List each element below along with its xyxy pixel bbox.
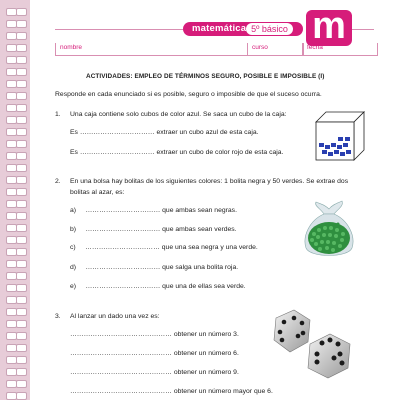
q3-item-4	[70, 388, 273, 395]
grade-label: 5º básico	[246, 23, 293, 35]
blue-cubes-box-icon	[314, 110, 366, 162]
binder-strip	[0, 0, 30, 400]
q2-item-blank[interactable]: ……………………………	[85, 226, 161, 233]
q1-line2-prefix: Es	[70, 149, 78, 156]
q2-item-letter: b)	[70, 226, 77, 233]
q1-line1	[70, 129, 259, 136]
q2-item-letter: c)	[70, 244, 76, 251]
q2-item-c	[70, 244, 258, 251]
dice-icon	[270, 308, 356, 380]
course-field-label: curso	[252, 44, 268, 51]
q3-item-3	[70, 369, 239, 376]
date-field-label: fecha	[307, 44, 323, 51]
q2-item-d	[70, 264, 238, 271]
q2-item-blank[interactable]: ……………………………	[85, 264, 161, 271]
q3-text: Al lanzar un dado una vez es:	[70, 313, 160, 320]
subject-label: matemática	[192, 23, 247, 34]
q2-item-blank[interactable]: ……………………………	[85, 244, 160, 251]
q2-item-blank[interactable]: ……………………………	[85, 207, 161, 214]
q2-text-line2: bolitas al azar, es:	[70, 189, 125, 196]
q2-item-e	[70, 283, 246, 290]
logo	[306, 5, 352, 47]
q3-item-text: obtener un número 9.	[173, 369, 239, 376]
q3-item-text: obtener un número mayor que 6.	[173, 388, 273, 395]
q2-item-a	[70, 207, 237, 214]
header-rule-right	[352, 29, 374, 30]
q3-item-text: obtener un número 3.	[173, 331, 239, 338]
q2-item-text: que ambas sean negras.	[162, 207, 237, 214]
q3-number: 3.	[55, 313, 61, 320]
q1-number: 1.	[55, 111, 61, 118]
q2-item-text: que una sea negra y una verde.	[161, 244, 258, 251]
page-title: ACTIVIDADES: EMPLEO DE TÉRMINOS SEGURO, POSIBLE E IMPOSIBLE (I)	[86, 73, 325, 80]
header-rule-left	[55, 29, 183, 30]
q3-item-text: obtener un número 6.	[173, 350, 239, 357]
q2-item-text: que salga una bolita roja.	[162, 264, 239, 271]
q3-item-1	[70, 331, 239, 338]
q2-item-letter: d)	[70, 264, 77, 271]
course-field[interactable]	[247, 43, 304, 56]
q2-item-letter: a)	[70, 207, 77, 214]
marble-bag-icon	[300, 200, 358, 260]
q1-line1-blank[interactable]: ……………………………	[79, 129, 155, 136]
q1-line2-text: extraer un cubo de color rojo de esta caja.	[156, 149, 284, 156]
q2-item-blank[interactable]: ……………………………	[85, 283, 161, 290]
name-field[interactable]	[55, 43, 248, 56]
q3-item-2	[70, 350, 239, 357]
instruction-text: Responde en cada enunciado si es posible, seguro o imposible de que el suceso ocurra.	[55, 91, 322, 98]
q2-item-b	[70, 226, 237, 233]
q2-text-line1: En una bolsa hay bolitas de los siguientes colores: 1 bolita negra y 50 verdes. Se extrae dos	[70, 178, 349, 185]
q3-item-blank[interactable]: ………………………………………	[70, 369, 172, 376]
q1-line1-text: extraer un cubo azul de esta caja.	[156, 129, 259, 136]
q1-line1-prefix: Es	[70, 129, 78, 136]
q1-text: Una caja contiene solo cubos de color azul. Se saca un cubo de la caja:	[70, 111, 287, 118]
q2-item-letter: e)	[70, 283, 77, 290]
q3-item-blank[interactable]: ………………………………………	[70, 350, 172, 357]
q2-number: 2.	[55, 178, 61, 185]
q3-item-blank[interactable]: ………………………………………	[70, 331, 172, 338]
q3-item-blank[interactable]: ………………………………………	[70, 388, 172, 395]
q2-item-text: que ambas sean verdes.	[162, 226, 237, 233]
name-field-label: nombre	[60, 44, 83, 51]
q1-line2	[70, 149, 283, 156]
logo-letter: m	[312, 5, 346, 47]
q1-line2-blank[interactable]: ……………………………	[79, 149, 155, 156]
q2-item-text: que una de ellas sea verde.	[162, 283, 246, 290]
date-field[interactable]	[302, 43, 378, 56]
